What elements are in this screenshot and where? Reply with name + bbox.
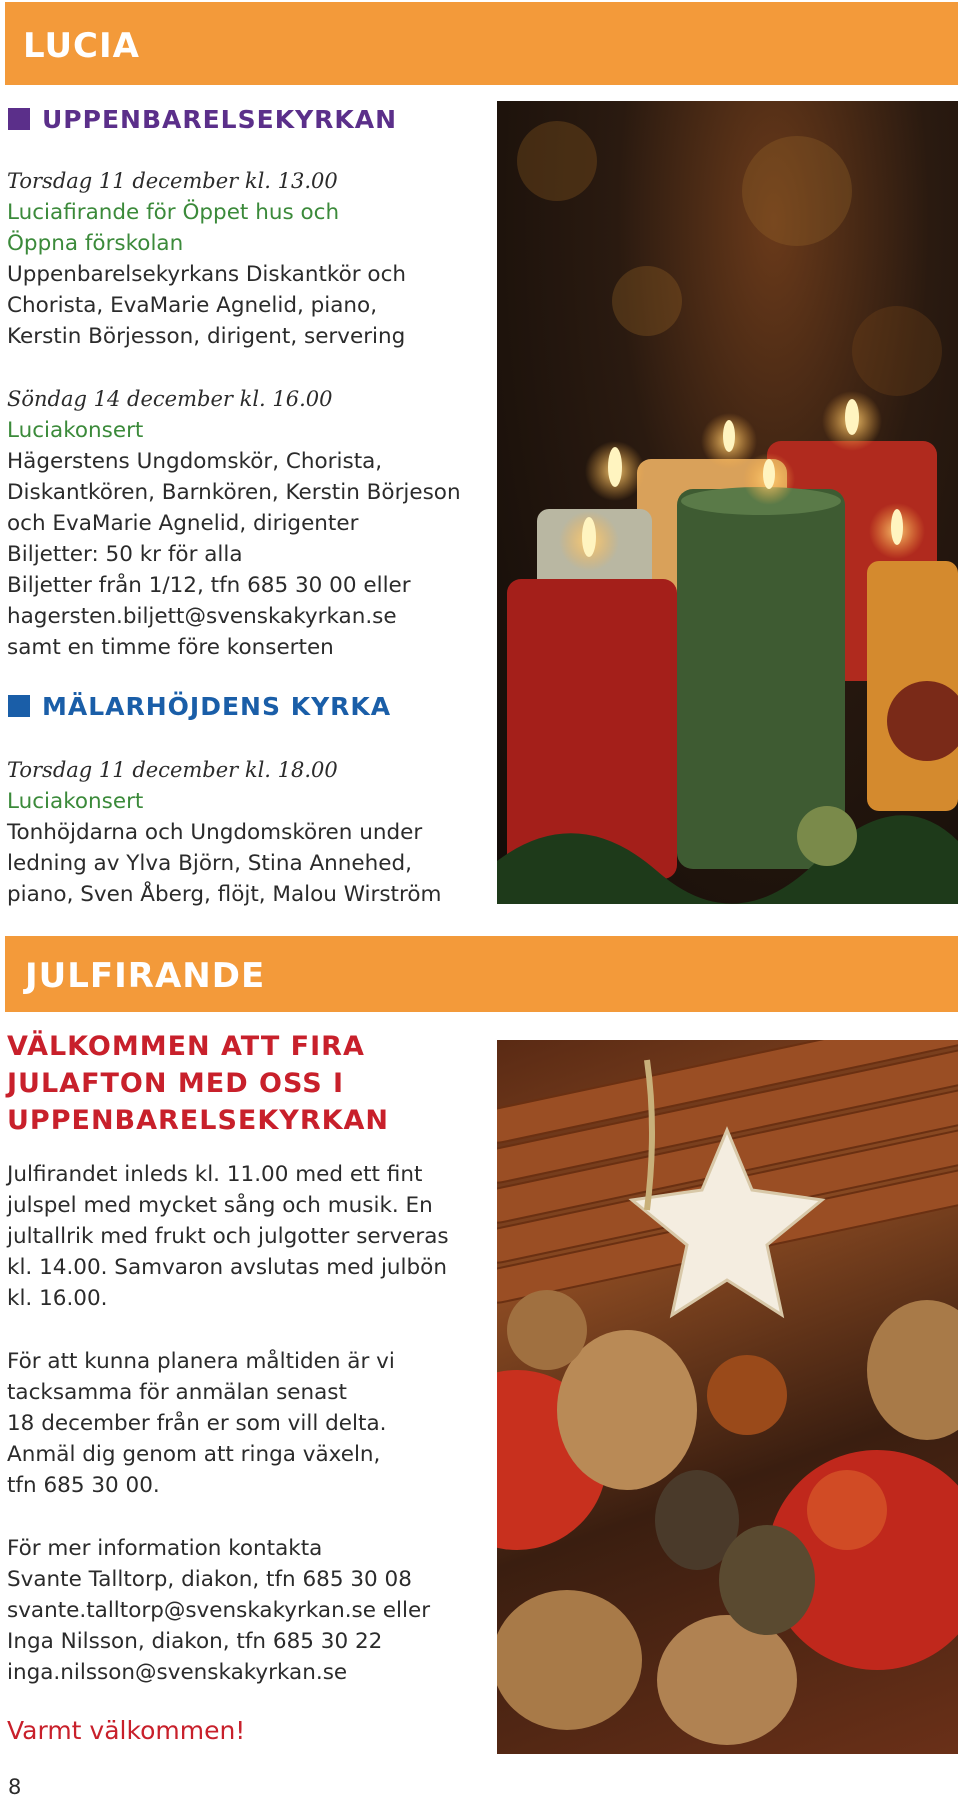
malarhojdens-kyrka-heading [8,692,391,721]
text-line: tfn 685 30 00. [7,1473,160,1498]
event-text-line: Chorista, EvaMarie Agnelid, piano, [7,293,378,318]
julafton-heading [7,1028,487,1139]
event-title: Luciakonsert [7,418,144,443]
event-text-line: ledning av Ylva Björn, Stina Annehed, [7,851,412,876]
text-line: Inga Nilsson, diakon, tfn 685 30 22 [7,1629,383,1654]
event-date: Torsdag 11 december kl. 13.00 [7,169,338,193]
julafton-heading-line: VÄLKOMMEN ATT FIRA [7,1031,365,1062]
event-title: Öppna förskolan [7,231,184,256]
purple-square-icon [8,108,30,130]
lucia-banner [5,2,958,85]
blue-square-icon [8,695,30,717]
event-date: Söndag 14 december kl. 16.00 [7,387,333,411]
event-text-line: Kerstin Börjesson, dirigent, servering [7,324,406,349]
ticket-email: hagersten.biljett@svenskakyrkan.se [7,604,397,629]
event-title: Luciafirande för Öppet hus och [7,200,340,225]
text-line: julspel med mycket sång och musik. En [7,1193,433,1218]
event-luciafirande [7,166,487,352]
julafton-heading-line: JULAFTON MED OSS I [7,1068,345,1099]
text-line: För att kunna planera måltiden är vi [7,1349,395,1374]
page-number: 8 [8,1775,22,1799]
text-line: Julfirandet inleds kl. 11.00 med ett fint [7,1162,423,1187]
event-luciakonsert-sondag [7,384,487,663]
event-text-line: piano, Sven Åberg, flöjt, Malou Wirström [7,882,442,907]
text-line: 18 december från er som vill delta. [7,1411,387,1436]
uppenbarelsekyrkan-heading [8,105,397,134]
julfirande-banner [5,936,958,1012]
christmas-spices-photo [497,1040,958,1754]
text-line: Anmäl dig genom att ringa växeln, [7,1442,381,1467]
candles-illustration [497,101,958,904]
text-line: Svante Talltorp, diakon, tfn 685 30 08 [7,1567,412,1592]
event-text-line: Biljetter: 50 kr för alla [7,542,243,567]
welcome-text [7,1715,487,1746]
contact-email: svante.talltorp@svenskakyrkan.se eller [7,1598,431,1623]
text-line: jultallrik med frukt och julgotter serveras [7,1224,449,1249]
julfirande-contact [7,1533,487,1688]
text-line: tacksamma för anmälan senast [7,1380,347,1405]
julfirande-paragraph-2 [7,1346,487,1501]
event-text-line: Hägerstens Ungdomskör, Chorista, [7,449,383,474]
julfirande-banner-title: JULFIRANDE [25,956,266,996]
welcome-line: Varmt välkommen! [7,1716,246,1745]
event-text-line: Uppenbarelsekyrkans Diskantkör och [7,262,407,287]
event-text-line: samt en timme före konserten [7,635,334,660]
event-date: Torsdag 11 december kl. 18.00 [7,758,338,782]
event-text-line: Tonhöjdarna och Ungdomskören under [7,820,423,845]
event-title: Luciakonsert [7,789,144,814]
lucia-banner-title: LUCIA [23,26,140,66]
uppenbarelsekyrkan-heading-text: UPPENBARELSEKYRKAN [42,105,398,134]
julafton-heading-line: UPPENBARELSEKYRKAN [7,1105,390,1136]
contact-email: inga.nilsson@svenskakyrkan.se [7,1660,348,1685]
event-text-line: Biljetter från 1/12, tfn 685 30 00 eller [7,573,411,598]
text-line: kl. 14.00. Samvaron avslutas med julbön [7,1255,447,1280]
event-text-line: Diskantkören, Barnkören, Kerstin Börjeson [7,480,461,505]
text-line: kl. 16.00. [7,1286,108,1311]
julfirande-paragraph-1 [7,1159,487,1314]
event-text-line: och EvaMarie Agnelid, dirigenter [7,511,359,536]
event-luciakonsert-torsdag [7,755,487,910]
malarhojdens-kyrka-heading-text: MÄLARHÖJDENS KYRKA [42,692,392,721]
text-line: För mer information kontakta [7,1536,323,1561]
spices-illustration [497,1040,958,1754]
candles-photo [497,101,958,904]
